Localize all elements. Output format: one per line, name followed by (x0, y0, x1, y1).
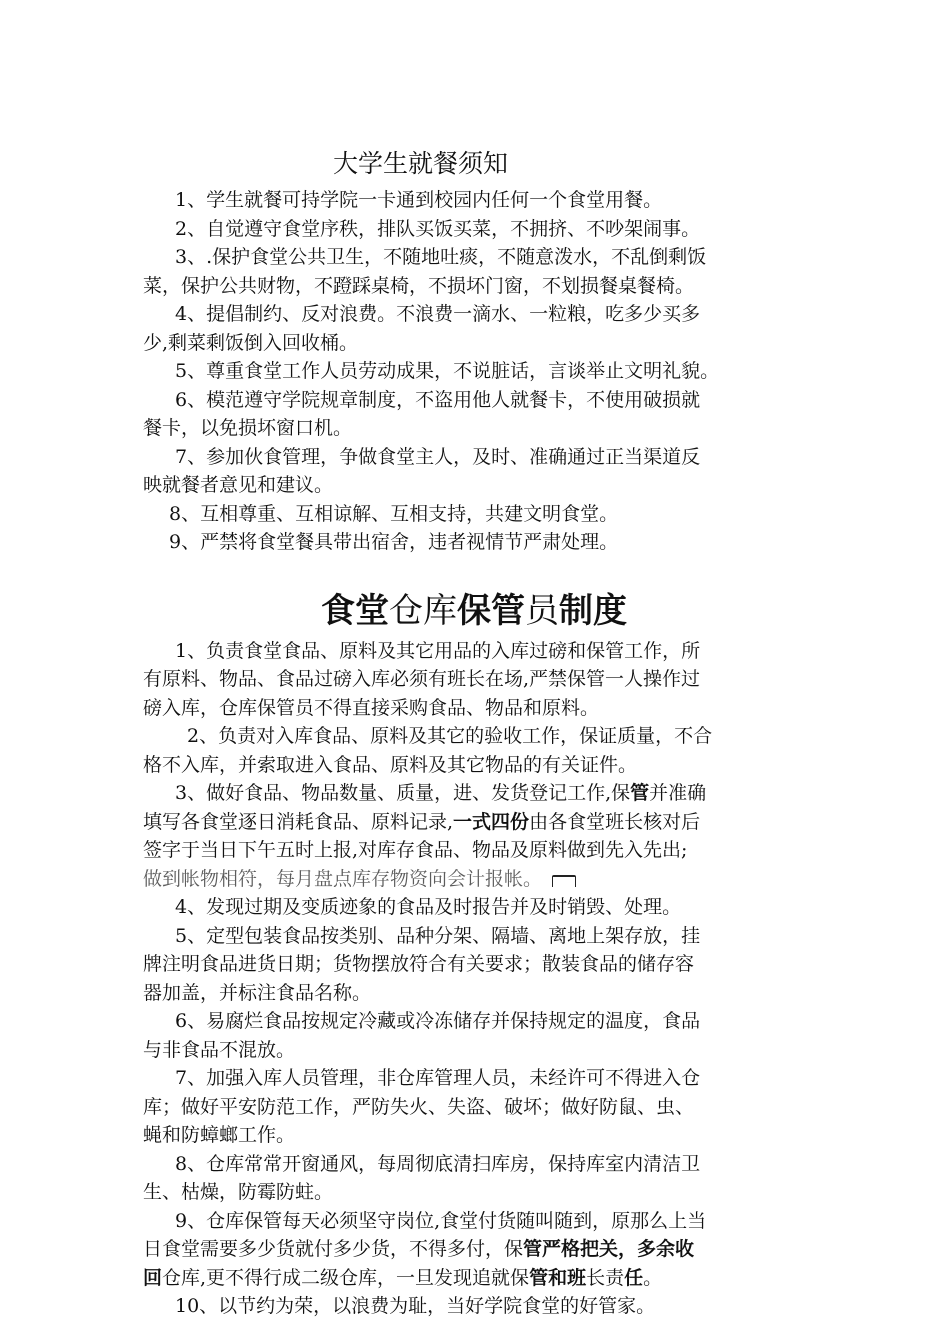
rule-text: 并准确 (649, 782, 707, 804)
rule-bold-text: 任 (624, 1266, 644, 1289)
rules-title (143, 591, 808, 631)
rule-bold-text: 管和班 (529, 1266, 587, 1289)
document-page (143, 148, 808, 1321)
rule-line (143, 808, 808, 837)
rule-text: 仓库,更不得行成二级仓库，一旦发现追就保 (162, 1266, 530, 1289)
rule-text: 做到帐物相符，每月盘点库存物资向会计报帐。 (143, 867, 543, 890)
rules-title-part: 员 (525, 590, 559, 631)
rule-line: 6、易腐烂食品按规定冷藏或冷冻储存并保持规定的温度，食品 (175, 1010, 701, 1032)
rule-text: 填写各食堂逐日消耗食品、原料记录, (143, 810, 454, 833)
rule-line (143, 1264, 808, 1293)
rule-line: 牌注明食品进货日期；货物摆放符合有关要求；散装食品的储存容 (143, 953, 695, 975)
notice-line: 6、模范遵守学院规章制度，不盗用他人就餐卡，不使用破损就 (175, 388, 701, 411)
rule-text: 3、做好食品、物品数量、质量，进、发货登记工作,保 (175, 782, 631, 804)
rule-line: 7、加强入库人员管理，非仓库管理人员，未经许可不得进入仓 (175, 1067, 701, 1089)
rule-bold-text: 管 (630, 782, 650, 804)
rule-line: 签字于当日下午五时上报,对库存食品、物品及原料做到先入先出; (143, 839, 688, 861)
rule-line (143, 1235, 808, 1264)
notice-line: 少,剩菜剩饭倒入回收桶。 (143, 331, 359, 354)
edit-mark-icon (552, 875, 576, 887)
rule-line: 1、负责食堂食品、原料及其它用品的入库过磅和保管工作，所 (175, 639, 701, 662)
notice-line: 8、互相尊重、互相谅解、互相支持，共建文明食堂。 (169, 502, 619, 525)
rule-line: 磅入库，仓库保管员不得直接采购食品、物品和原料。 (143, 696, 600, 719)
notice-line: 2、自觉遵守食堂序秩，排队买饭买菜，不拥挤、不吵架闹事。 (175, 217, 701, 240)
rule-text: 由各食堂班长核对后 (529, 810, 701, 833)
rules-title-part: 保管 (457, 590, 525, 631)
rule-text: 长责 (586, 1266, 625, 1289)
notice-line: 9、严禁将食堂餐具带出宿舍，违者视情节严肃处理。 (169, 531, 619, 553)
rule-line: 器加盖，并标注食品名称。 (143, 981, 372, 1004)
rule-line: 2、负责对入库食品、原料及其它的验收工作，保证质量，不合 (187, 725, 713, 747)
rule-line: 4、发现过期及变质迹象的食品及时报告并及时销毁、处理。 (175, 896, 682, 918)
rule-line: 10、以节约为荣，以浪费为耻，当好学院食堂的好管家。 (175, 1295, 656, 1317)
rule-line: 格不入库，并索取进入食品、原料及其它物品的有关证件。 (143, 753, 638, 776)
rule-line: 9、仓库保管每天必须坚守岗位,食堂付货随叫随到，原那么上当 (175, 1209, 707, 1232)
rule-text: 日食堂需要多少货就付多少货，不得多付，保 (143, 1238, 524, 1260)
rule-bold-text: 回 (143, 1266, 163, 1289)
rule-line: 8、仓库常常开窗通风，每周彻底清扫库房，保持库室内清洁卫 (175, 1152, 701, 1175)
notice-line: 7、参加伙食管理，争做食堂主人，及时、准确通过正当渠道反 (175, 445, 701, 468)
rule-line: 蝇和防蟑螂工作。 (143, 1124, 296, 1146)
notice-line: 5、尊重食堂工作人员劳动成果，不说脏话，言谈举止文明礼貌。 (175, 360, 720, 382)
rule-line: 库；做好平安防范工作，严防失火、失盗、破坏；做好防鼠、虫、 (143, 1095, 695, 1118)
rule-line (143, 779, 808, 808)
notice-line: 3、.保护食堂公共卫生，不随地吐痰，不随意泼水，不乱倒剩饭 (175, 246, 707, 268)
rule-line (143, 865, 808, 894)
notice-line: 餐卡，以免损坏窗口机。 (143, 417, 353, 439)
rule-line: 有原料、物品、食品过磅入库必须有班长在场,严禁保管一人操作过 (143, 668, 701, 690)
rule-bold-text: 一式四份 (453, 810, 530, 833)
notice-line: 菜，保护公共财物，不蹬踩桌椅，不损坏门窗，不划损餐桌餐椅。 (143, 274, 695, 297)
rules-title-part: 食堂 (321, 590, 389, 631)
notice-line: 1、学生就餐可持学院一卡通到校园内任何一个食堂用餐。 (175, 189, 663, 211)
rule-line: 5、定型包装食品按类别、品种分架、隔墙、离地上架存放，挂 (175, 924, 701, 947)
rule-line: 与非食品不混放。 (143, 1038, 296, 1061)
notice-title: 大学生就餐须知 (333, 149, 509, 178)
rules-title-part: 制度 (559, 590, 627, 631)
rule-line: 生、枯燥，防霉防蛀。 (143, 1181, 334, 1203)
rule-text: 。 (643, 1266, 663, 1289)
notice-line: 4、提倡制约、反对浪费。不浪费一滴水、一粒粮，吃多少买多 (175, 303, 701, 325)
section-gap (143, 557, 808, 591)
rules-title-part: 仓库 (389, 590, 457, 631)
rule-bold-text: 管严格把关，多余收 (523, 1238, 695, 1260)
notice-line: 映就餐者意见和建议。 (143, 474, 334, 496)
